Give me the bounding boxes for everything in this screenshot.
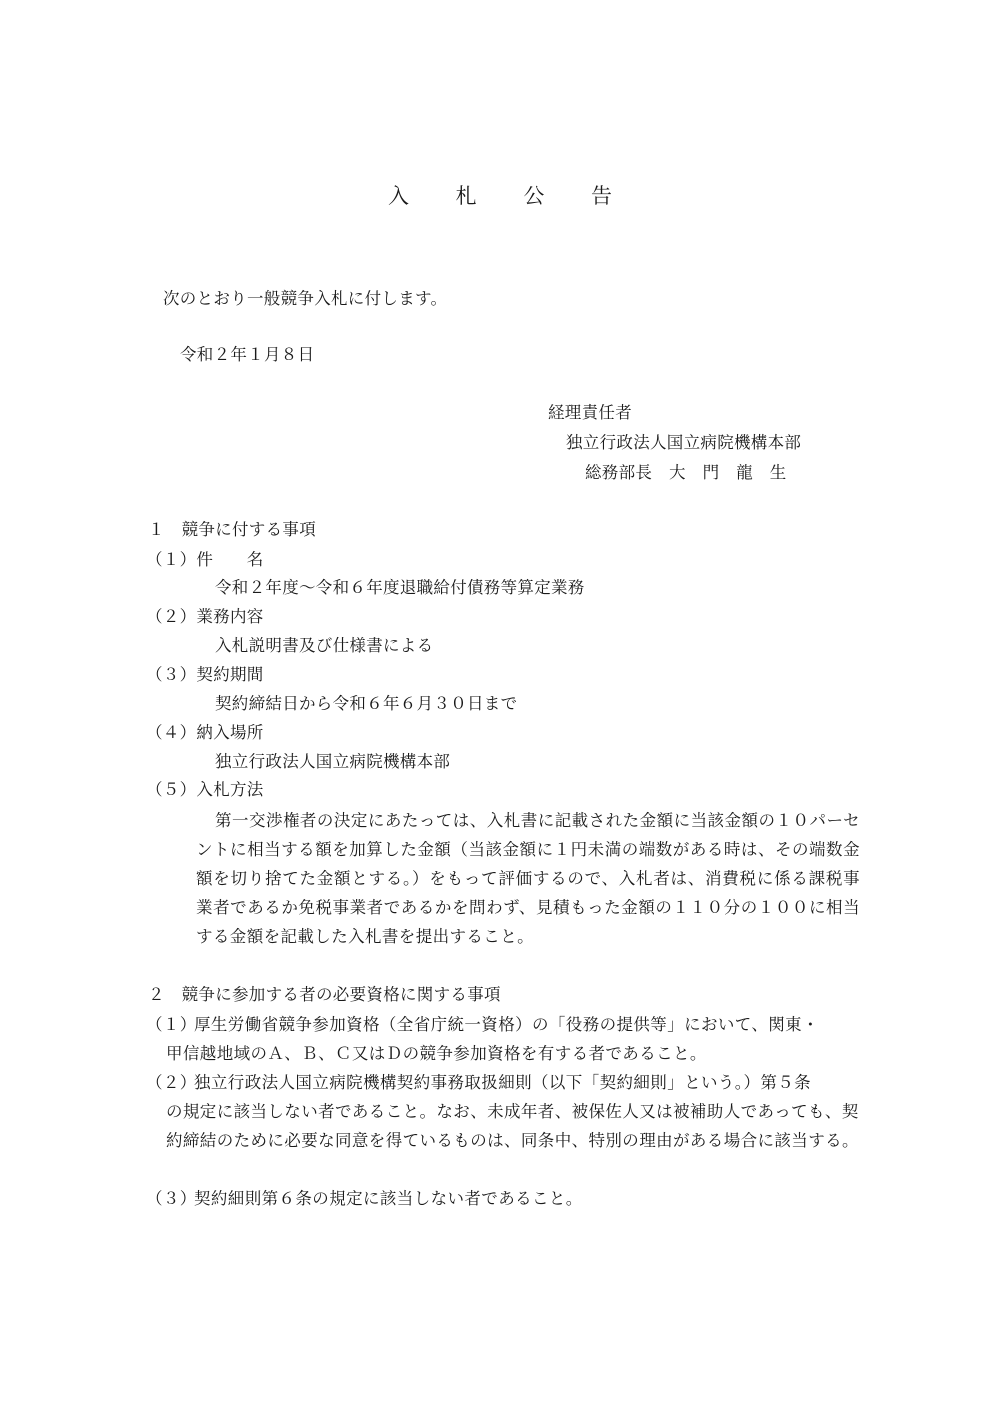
item-1-value: 令和２年度～令和６年度退職給付債務等算定業務 xyxy=(215,578,585,597)
issuer-name: 総務部長 大 門 龍 生 xyxy=(585,463,787,482)
item-2-label: （２）業務内容 xyxy=(146,607,264,626)
requirement-3-number: （３） xyxy=(146,1189,197,1208)
requirement-2 xyxy=(146,1068,860,1155)
item-4-label: （４）納入場所 xyxy=(146,723,264,742)
requirement-3 xyxy=(146,1184,860,1213)
requirement-1-text: 厚生労働省競争参加資格（全省庁統一資格）の「役務の提供等」において、関東・ xyxy=(194,1015,819,1034)
requirement-2-number: （２） xyxy=(146,1073,197,1092)
item-5-value: 第一交渉権者の決定にあたっては、入札書に記載された金額に当該金額の１０パーセントに相当する額を加算した金額（当該金額に１円未満の端数がある時は、その端数金額を切り捨てた金額とする。）をもって評価するので、入札者は、消費税に係る課税事業者であるか免税事業者であるかを問わず、見積もった金額の１１０分の１００に相当する金額を記載した入札書を提出すること。 xyxy=(196,811,860,946)
section-1-heading: １ 競争に付する事項 xyxy=(148,520,316,539)
intro-text: 次のとおり一般競争入札に付します。 xyxy=(163,289,448,308)
issuer-role: 経理責任者 xyxy=(548,403,632,422)
requirement-2-text: 独立行政法人国立病院機構契約事務取扱細則（以下「契約細則」という。）第５条 xyxy=(194,1073,812,1092)
requirement-3-text: 契約細則第６条の規定に該当しない者であること。 xyxy=(194,1189,583,1208)
requirement-2-continuation: の規定に該当しない者であること。なお、未成年者、被保佐人又は被補助人であっても、契約締結のために必要な同意を得ているものは、同条中、特別の理由がある場合に該当する。 xyxy=(166,1102,859,1150)
requirement-1 xyxy=(146,1010,860,1068)
item-3-label: （３）契約期間 xyxy=(146,665,264,684)
item-3-value: 契約締結日から令和６年６月３０日まで xyxy=(215,694,518,713)
requirement-1-continuation: 甲信越地域のＡ、Ｂ、Ｃ又はＤの競争参加資格を有する者であること。 xyxy=(166,1044,707,1063)
announcement-date: 令和２年１月８日 xyxy=(180,345,315,364)
requirement-1-number: （１） xyxy=(146,1015,197,1034)
item-2-value: 入札説明書及び仕様書による xyxy=(215,636,434,655)
page-title: 入 札 公 告 xyxy=(387,184,633,208)
section-2-heading: ２ 競争に参加する者の必要資格に関する事項 xyxy=(148,985,501,1004)
item-1-label: （１）件 名 xyxy=(146,550,264,569)
issuer-org: 独立行政法人国立病院機構本部 xyxy=(566,433,802,452)
item-4-value: 独立行政法人国立病院機構本部 xyxy=(215,752,451,771)
item-5-label: （５）入札方法 xyxy=(146,780,264,799)
